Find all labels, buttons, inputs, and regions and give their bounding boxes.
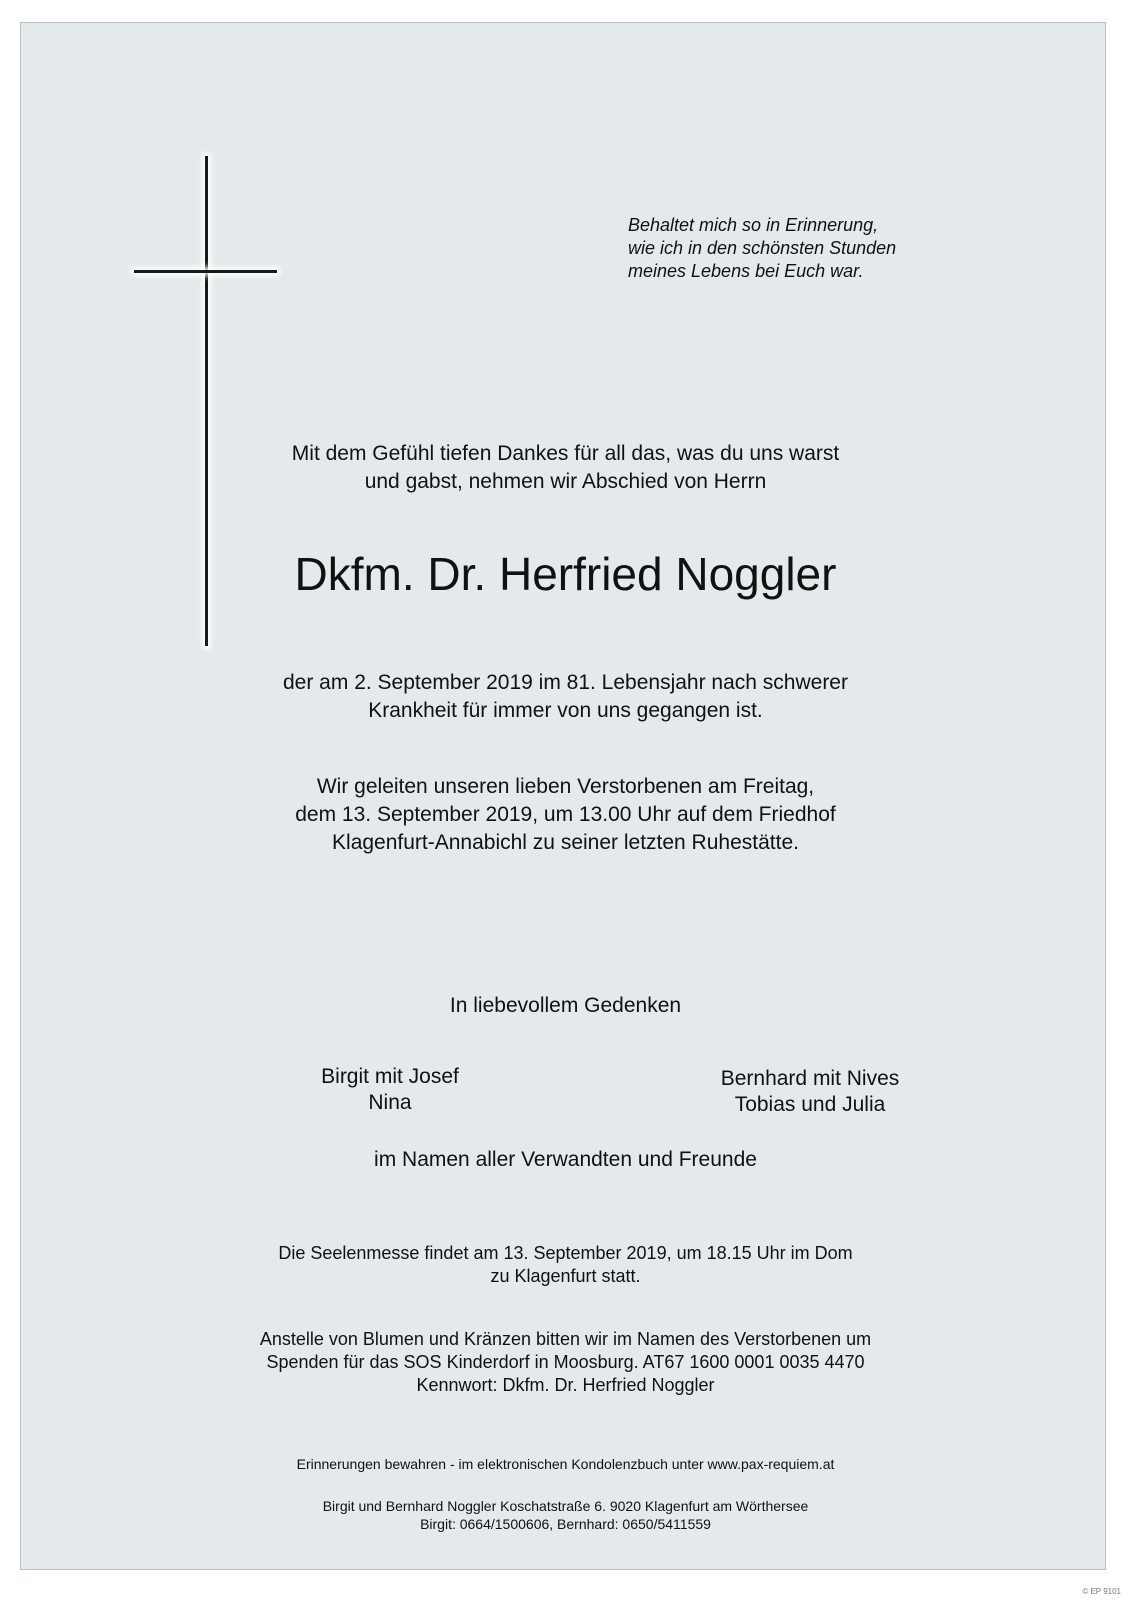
relatives-text: im Namen aller Verwandten und Freunde [374,1148,757,1171]
death-notice-line: der am 2. September 2019 im 81. Lebensjahr nach schwerer [283,671,848,694]
donation-line: Anstelle von Blumen und Kränzen bitten wir im Namen des Verstorbenen um [259,1329,872,1349]
cross-icon-horizontal [134,270,277,273]
death-notice [0,669,1131,725]
mass-line: zu Klagenfurt statt. [490,1266,641,1286]
condolence-book-note: Erinnerungen bewahren - im elektronischen Kondolenzbuch unter www.pax-requiem.at [296,1456,835,1472]
family-right [650,1066,970,1118]
intro-line: Mit dem Gefühl tiefen Dankes für all das, was du uns warst [291,442,840,465]
print-mark: © EP 9101 [1082,1587,1121,1596]
family-member: Nina [368,1091,412,1114]
quote-line: Behaltet mich so in Erinnerung, [628,215,879,235]
donation-line: Kennwort: Dkfm. Dr. Herfried Noggler [416,1375,715,1395]
memorial-quote [628,214,896,283]
deceased-name: Dkfm. Dr. Herfried Noggler [294,548,837,600]
intro-text [0,440,1131,496]
family-left [240,1064,540,1116]
funeral-details [0,773,1131,857]
donation-line: Spenden für das SOS Kinderdorf in Moosburg. AT67 1600 0001 0035 4470 [266,1352,865,1372]
family-member: Bernhard mit Nives [720,1067,900,1090]
contact-line: Birgit und Bernhard Noggler Koschatstraße 6. 9020 Klagenfurt am Wörthersee [322,1498,809,1514]
funeral-line: Klagenfurt-Annabichl zu seiner letzten Ruhestätte. [332,831,799,854]
family-member: Tobias und Julia [734,1093,886,1116]
contact-line: Birgit: 0664/1500606, Bernhard: 0650/5411559 [420,1516,711,1532]
donation-notice [0,1328,1131,1397]
mass-line: Die Seelenmesse findet am 13. September 2019, um 18.15 Uhr im Dom [278,1243,853,1263]
funeral-line: dem 13. September 2019, um 13.00 Uhr auf dem Friedhof [295,803,836,826]
funeral-line: Wir geleiten unseren lieben Verstorbenen am Freitag, [316,775,815,798]
contact-info [0,1497,1131,1533]
memory-heading: In liebevollem Gedenken [449,994,682,1017]
quote-line: meines Lebens bei Euch war. [628,261,864,281]
family-member: Birgit mit Josef [321,1065,459,1088]
death-notice-line: Krankheit für immer von uns gegangen ist. [368,699,763,722]
mass-notice [0,1242,1131,1288]
intro-line: und gabst, nehmen wir Abschied von Herrn [364,470,767,493]
quote-line: wie ich in den schönsten Stunden [628,238,897,258]
